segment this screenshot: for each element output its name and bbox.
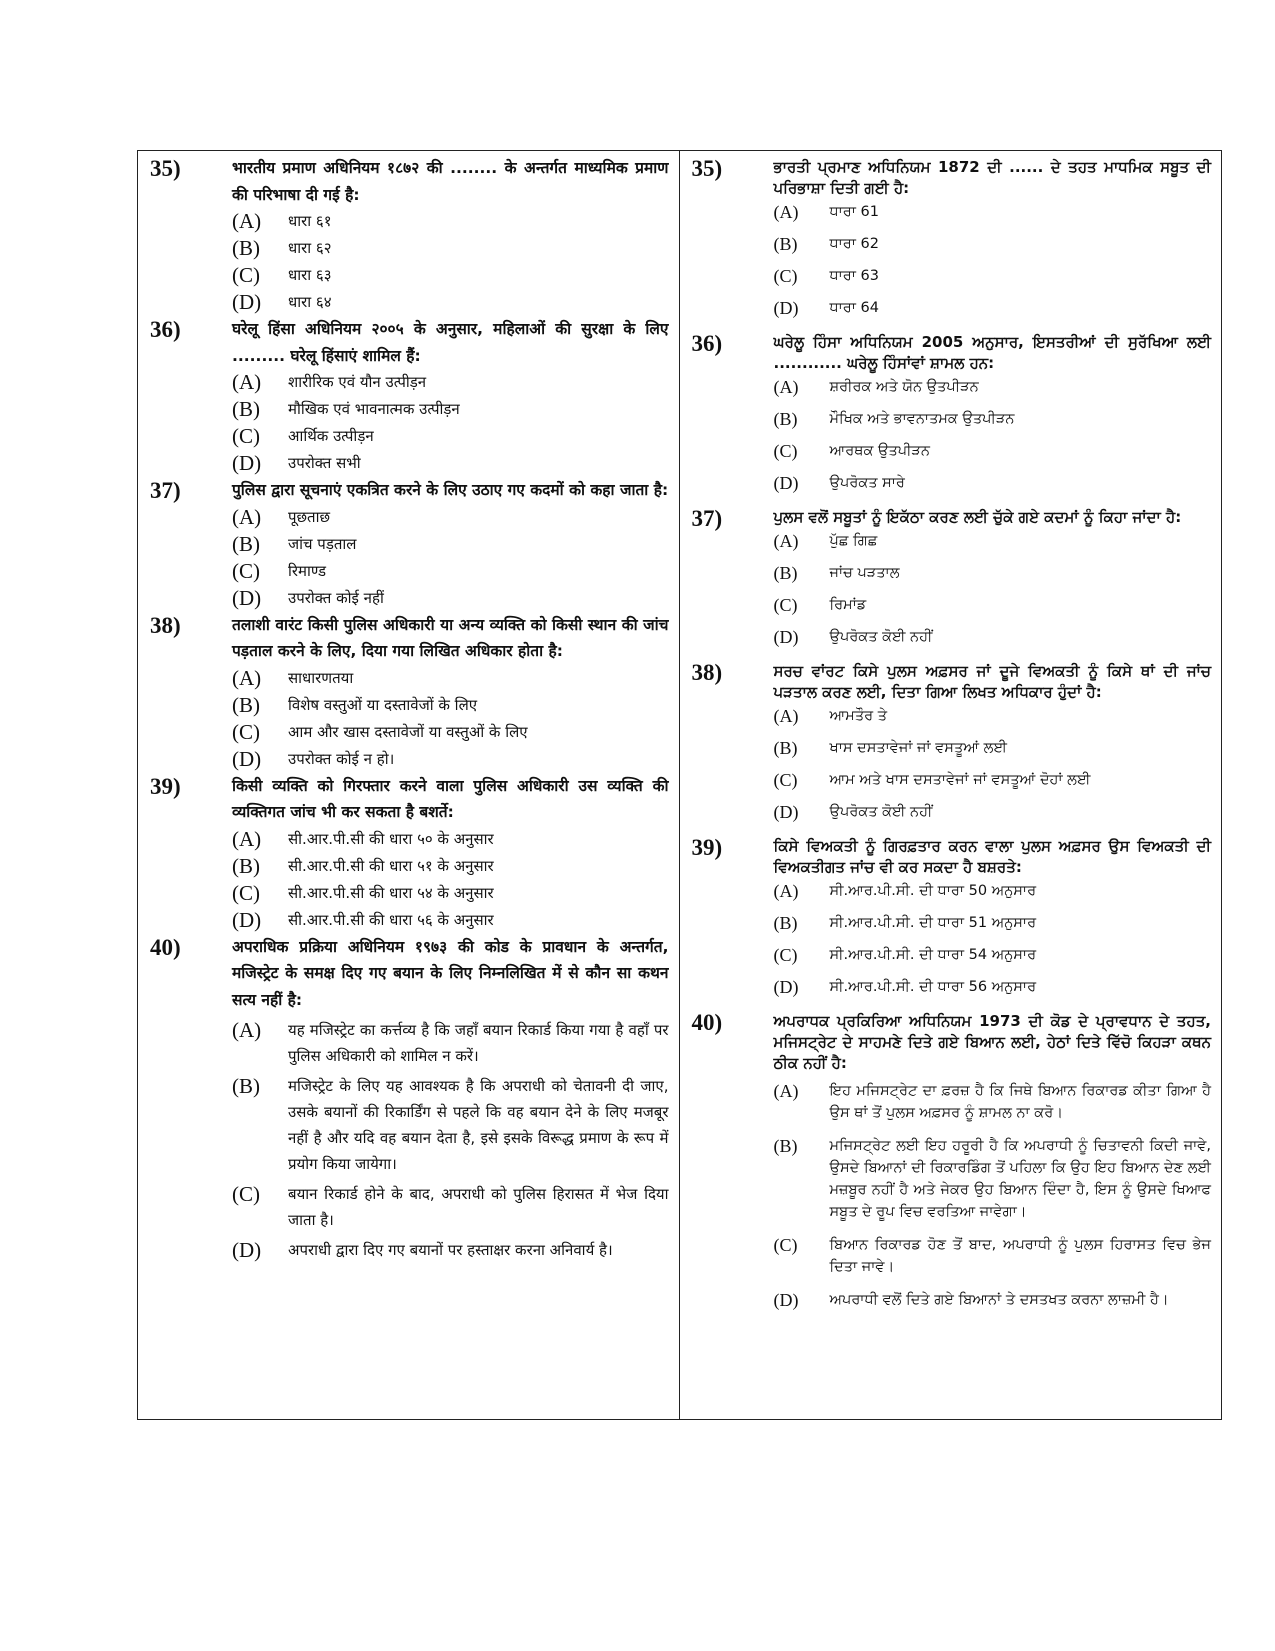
option-text: सी.आर.पी.सी की धारा ५४ के अनुसार <box>288 883 494 902</box>
option-label: (A) <box>773 1081 799 1101</box>
question-sheet <box>137 150 1222 1420</box>
question-stem: तलाशी वारंट किसी पुलिस अधिकारी या अन्य व्यक्ति को किसी स्थान की जांच पड़ताल करने के लिए, दिया गया लिखित अधिकार होता है: <box>232 615 669 660</box>
option-text: धारा ६४ <box>288 293 332 311</box>
answer-option <box>232 585 669 612</box>
option-text: साधारणतया <box>288 668 354 687</box>
question-stem: ਘਰੇਲੂ ਹਿੰਸਾ ਅਧਿਨਿਯਮ 2005 ਅਨੁਸਾਰ, ਇਸਤਰੀਆਂ ਦੀ ਸੁਰੱਖਿਆ ਲਈ ............ ਘਰੇਲੂ ਹਿੰਸਾਂਵਾਂ ਸ਼ਾਮਲ ਹਨ: <box>773 333 1211 372</box>
answer-option <box>232 746 669 773</box>
question-body <box>232 934 669 1265</box>
option-text: ਬਿਆਨ ਰਿਕਾਰਡ ਹੋਣ ਤੋਂ ਬਾਦ, ਅਪਰਾਧੀ ਨੂੰ ਪੁਲਸ ਹਿਰਾਸਤ ਵਿਚ ਭੇਜ ਦਿਤਾ ਜਾਵੇ। <box>829 1237 1211 1275</box>
answer-option <box>774 263 1212 290</box>
question-number: 35) <box>150 156 181 181</box>
option-text: ਆਮਤੌਰ ਤੇ <box>829 708 887 724</box>
question-stem: भारतीय प्रमाण अधिनियम १८७२ की ........ के अन्तर्गत माध्यमिक प्रमाण की परिभाषा दी गई है: <box>232 159 669 204</box>
option-text: सी.आर.पी.सी की धारा ५१ के अनुसार <box>288 856 494 875</box>
answer-option <box>232 826 669 853</box>
answer-option <box>232 1073 669 1177</box>
answer-option <box>232 1017 669 1069</box>
answer-option <box>774 799 1212 826</box>
answer-option <box>774 910 1212 937</box>
option-label: (B) <box>773 913 798 933</box>
question-body <box>232 612 669 773</box>
question-stem: पुलिस द्वारा सूचनाएं एकत्रित करने के लिए उठाए गए कदमों को कहा जाता है: <box>232 481 669 499</box>
option-label: (A) <box>232 826 262 851</box>
question-number: 39) <box>150 773 181 799</box>
punjabi-question-35 <box>692 155 1212 327</box>
hindi-question-40 <box>150 934 669 1265</box>
answer-option <box>232 558 669 585</box>
option-text: आम और खास दस्तावेजों या वस्तुओं के लिए <box>288 722 528 741</box>
option-text: धारा ६२ <box>288 239 332 257</box>
option-label: (C) <box>773 1235 798 1255</box>
option-label: (D) <box>773 298 799 318</box>
option-label: (C) <box>232 719 260 744</box>
answer-option <box>232 423 669 450</box>
option-label: (D) <box>232 290 262 314</box>
punjabi-question-39 <box>692 834 1212 1006</box>
option-text: बयान रिकार्ड होने के बाद, अपराधी को पुलिस हिरासत में भेज दिया जाता है। <box>288 1185 669 1229</box>
option-label: (D) <box>232 451 262 475</box>
option-text: ਸੀ.ਆਰ.ਪੀ.ਸੀ. ਦੀ ਧਾਰਾ 54 ਅਨੁਸਾਰ <box>829 947 1037 963</box>
option-label: (D) <box>773 802 799 822</box>
option-text: ਆਮ ਅਤੇ ਖਾਸ ਦਸਤਾਵੇਜਾਂ ਜਾਂ ਵਸਤੂਆਂ ਦੋਹਾਂ ਲਈ <box>829 772 1091 788</box>
question-number: 39) <box>691 835 723 860</box>
answer-option <box>232 235 669 262</box>
question-number: 37) <box>150 478 181 503</box>
option-text: जांच पड़ताल <box>288 534 357 553</box>
option-text: ਮਜਿਸਟ੍ਰੇਟ ਲਈ ਇਹ ਹਰੂਰੀ ਹੈ ਕਿ ਅਪਰਾਧੀ ਨੂੰ ਚਿਤਾਵਨੀ ਕਿਦੀ ਜਾਵੇ, ਉਸਦੇ ਬਿਆਨਾਂ ਦੀ ਰਿਕਾਰਡਿੰਗ ਤੋਂ ਪਹਿਲਾ ਕਿ ਉਹ ਇਹ ਬਿਆਨ ਦੇਣ ਲਈ ਮਜ਼ਬੂਰ ਨਹੀਂ ਹੈ ਅਤੇ ਜੇਕਰ ਉਹ ਬਿਆਨ ਦਿੰਦਾ ਹੈ, ਇਸ ਨੂੰ ਉਸਦੇ ਖਿਆਫ ਸਬੂਤ ਦੇ ਰੂਪ ਵਿਚ ਵਰਤਿਆ ਜਾਵੇਗਾ। <box>829 1138 1211 1220</box>
option-label: (C) <box>232 880 260 905</box>
option-text: मजिस्ट्रेट के लिए यह आवश्यक है कि अपराधी को चेतावनी दी जाए, उसके बयानों की रिकार्डिंग से पहले कि वह बयान देने के लिए मजबूर नहीं है और यदि वह बयान देता है, इसे इसके विरूद्ध प्रमाण के रूप में प्रयोग किया जायेगा। <box>288 1077 669 1173</box>
option-label: (A) <box>232 504 262 529</box>
answer-option <box>774 438 1212 465</box>
question-number: 40) <box>691 1010 723 1035</box>
answer-option <box>774 1133 1212 1223</box>
option-label: (B) <box>232 236 260 260</box>
option-label: (B) <box>773 563 798 583</box>
question-number: 38) <box>691 660 723 685</box>
option-text: ਉਪਰੋਕਤ ਕੋਈ ਨਹੀਂ <box>829 804 933 820</box>
option-text: ਸੀ.ਆਰ.ਪੀ.ਸੀ. ਦੀ ਧਾਰਾ 56 ਅਨੁਸਾਰ <box>829 979 1037 995</box>
option-label: (C) <box>773 945 798 965</box>
option-label: (D) <box>773 1290 799 1310</box>
option-text: मौखिक एवं भावनात्मक उत्पीड़न <box>288 400 460 418</box>
option-label: (D) <box>232 746 262 771</box>
question-stem: ਭਾਰਤੀ ਪ੍ਰਮਾਣ ਅਧਿਨਿਯਮ 1872 ਦੀ ...... ਦੇ ਤਹਤ ਮਾਧਮਿਕ ਸਬੂਤ ਦੀ ਪਰਿਭਾਸ਼ਾ ਦਿਤੀ ਗਈ ਹੈ: <box>773 158 1211 197</box>
answer-option <box>774 735 1212 762</box>
question-body <box>232 316 669 477</box>
option-text: ਧਾਰਾ 62 <box>829 236 879 252</box>
option-text: सी.आर.पी.सी की धारा ५० के अनुसार <box>288 829 494 848</box>
option-label: (C) <box>773 266 798 286</box>
punjabi-question-36 <box>692 330 1212 502</box>
punjabi-question-40 <box>692 1009 1212 1319</box>
option-text: ਪੁੱਛ ਗਿਛ <box>829 533 878 549</box>
answer-option <box>232 531 669 558</box>
hindi-question-36 <box>150 316 669 477</box>
option-label: (A) <box>773 377 799 397</box>
hindi-question-38 <box>150 612 669 773</box>
option-label: (B) <box>773 409 798 429</box>
answer-option <box>774 295 1212 322</box>
answer-option <box>774 878 1212 905</box>
punjabi-question-38 <box>692 659 1212 831</box>
option-label: (C) <box>773 441 798 461</box>
option-text: ਆਰਥਕ ਉਤਪੀੜਨ <box>829 443 930 459</box>
answer-option <box>774 974 1212 1001</box>
question-body <box>232 477 669 612</box>
option-text: अपराधी द्वारा दिए गए बयानों पर हस्ताक्षर करना अनिवार्य है। <box>288 1241 613 1259</box>
question-stem: ਸਰਚ ਵਾਂਰਟ ਕਿਸੇ ਪੁਲਸ ਅਫ਼ਸਰ ਜਾਂ ਦੂਜੇ ਵਿਅਕਤੀ ਨੂੰ ਕਿਸੇ ਥਾਂ ਦੀ ਜਾਂਚ ਪੜਤਾਲ ਕਰਣ ਲਈ, ਦਿਤਾ ਗਿਆ ਲਿਖਤ ਅਧਿਕਾਰ ਹੁੰਦਾਂ ਹੈ: <box>773 662 1211 701</box>
answer-option <box>774 199 1212 226</box>
answer-option <box>232 396 669 423</box>
answer-option <box>774 406 1212 433</box>
option-text: ਉਪਰੋਕਤ ਕੋਈ ਨਹੀਂ <box>829 629 933 645</box>
question-stem: किसी व्यक्ति को गिरफ्तार करने वाला पुलिस अधिकारी उस व्यक्ति की व्यक्तिगत जांच भी कर सकता है बशर्ते: <box>232 776 669 821</box>
answer-option <box>232 853 669 880</box>
option-label: (D) <box>232 1238 262 1262</box>
option-label: (A) <box>773 706 799 726</box>
option-text: पूछताछ <box>288 507 330 526</box>
option-text: उपरोक्त सभी <box>288 454 361 472</box>
option-text: ਰਿਮਾਂਡ <box>829 597 867 613</box>
option-label: (C) <box>232 424 260 448</box>
option-label: (B) <box>773 234 798 254</box>
option-label: (A) <box>773 531 799 551</box>
punjabi-column <box>680 151 1222 1419</box>
question-body <box>774 155 1212 327</box>
question-body <box>232 773 669 934</box>
question-number: 40) <box>150 934 181 960</box>
question-number: 38) <box>150 612 181 638</box>
option-text: ਧਾਰਾ 61 <box>829 204 879 220</box>
question-stem: ਕਿਸੇ ਵਿਅਕਤੀ ਨੂੰ ਗਿਰਫ਼ਤਾਰ ਕਰਨ ਵਾਲਾ ਪੁਲਸ ਅਫ਼ਸਰ ਉਸ ਵਿਅਕਤੀ ਦੀ ਵਿਅਕਤੀਗਤ ਜਾਂਚ ਵੀ ਕਰ ਸਕਦਾ ਹੈ ਬਸ਼ਰਤੇ: <box>773 837 1211 876</box>
option-label: (B) <box>773 1136 798 1156</box>
option-label: (C) <box>232 263 260 287</box>
option-text: ਧਾਰਾ 63 <box>829 268 879 284</box>
answer-option <box>232 880 669 907</box>
question-body <box>774 330 1212 502</box>
option-text: ਸੀ.ਆਰ.ਪੀ.ਸੀ. ਦੀ ਧਾਰਾ 50 ਅਨੁਸਾਰ <box>829 883 1037 899</box>
option-text: धारा ६१ <box>288 212 332 230</box>
answer-option <box>774 374 1212 401</box>
option-label: (B) <box>232 1074 260 1098</box>
answer-option <box>774 767 1212 794</box>
answer-option <box>774 1287 1212 1314</box>
question-body <box>774 1009 1212 1319</box>
question-number: 35) <box>691 156 723 181</box>
question-stem: अपराधिक प्रक्रिया अधिनियम १९७३ की कोड के प्रावधान के अन्तर्गत, मजिस्ट्रेट के समक्ष दिए गए बयान के लिए निम्नलिखित में से कौन सा कथन सत्य नहीं है: <box>232 937 669 1009</box>
hindi-question-35 <box>150 155 669 316</box>
option-label: (D) <box>773 627 799 647</box>
option-label: (D) <box>773 977 799 997</box>
option-text: उपरोक्त कोई न हो। <box>288 749 395 768</box>
option-label: (A) <box>773 881 799 901</box>
answer-option <box>774 470 1212 497</box>
option-label: (B) <box>232 397 260 421</box>
option-text: ਸ਼ਰੀਰਕ ਅਤੇ ਯੋਨ ਉਤਪੀੜਨ <box>829 379 979 395</box>
answer-option <box>774 592 1212 619</box>
answer-option <box>232 719 669 746</box>
question-number: 36) <box>691 331 723 356</box>
option-label: (C) <box>773 595 798 615</box>
option-label: (C) <box>773 770 798 790</box>
question-body <box>774 834 1212 1006</box>
question-stem: ਪੁਲਸ ਵਲੋਂ ਸਬੂਤਾਂ ਨੂੰ ਇਕੱਠਾ ਕਰਣ ਲਈ ਚੁੱਕੇ ਗਏ ਕਦਮਾਂ ਨੂੰ ਕਿਹਾ ਜਾਂਦਾ ਹੈ: <box>773 508 1182 526</box>
option-text: रिमाण्ड <box>288 561 327 580</box>
answer-option <box>774 703 1212 730</box>
question-number: 37) <box>691 506 723 531</box>
answer-option <box>232 262 669 289</box>
option-label: (D) <box>232 585 262 610</box>
answer-option <box>774 624 1212 651</box>
answer-option <box>774 942 1212 969</box>
option-label: (B) <box>232 853 260 878</box>
option-text: आर्थिक उत्पीड़न <box>288 427 374 445</box>
hindi-question-39 <box>150 773 669 934</box>
option-text: शारीरिक एवं यौन उत्पीड़न <box>288 373 427 391</box>
question-body <box>232 155 669 316</box>
option-text: सी.आर.पी.सी की धारा ५६ के अनुसार <box>288 910 494 929</box>
answer-option <box>774 528 1212 555</box>
option-label: (A) <box>232 209 262 233</box>
answer-option <box>232 369 669 396</box>
answer-option <box>232 208 669 235</box>
answer-option <box>232 1237 669 1264</box>
option-label: (A) <box>232 370 262 394</box>
hindi-question-37 <box>150 477 669 612</box>
option-label: (A) <box>773 202 799 222</box>
option-text: ਇਹ ਮਜਿਸਟ੍ਰੇਟ ਦਾ ਫ਼ਰਜ਼ ਹੈ ਕਿ ਜਿਥੇ ਬਿਆਨ ਰਿਕਾਰਡ ਕੀਤਾ ਗਿਆ ਹੈ ਉਸ ਥਾਂ ਤੋਂ ਪੁਲਸ ਅਫ਼ਸਰ ਨੂੰ ਸ਼ਾਮਲ ਨਾ ਕਰੋ। <box>829 1083 1211 1121</box>
question-number: 36) <box>150 317 181 342</box>
punjabi-question-37 <box>692 505 1212 656</box>
hindi-column <box>138 151 680 1419</box>
option-text: ਅਪਰਾਧੀ ਵਲੋਂ ਦਿਤੇ ਗਏ ਬਿਆਨਾਂ ਤੇ ਦਸਤਖਤ ਕਰਨਾ ਲਾਜ਼ਮੀ ਹੈ। <box>829 1292 1169 1308</box>
answer-option <box>774 1078 1212 1124</box>
option-text: ਉਪਰੋਕਤ ਸਾਰੇ <box>829 475 905 491</box>
question-stem: ਅਪਰਾਧਕ ਪ੍ਰਕਿਰਿਆ ਅਧਿਨਿਯਮ 1973 ਦੀ ਕੋਡ ਦੇ ਪ੍ਰਾਵਧਾਨ ਦੇ ਤਹਤ, ਮਜਿਸਟ੍ਰੇਟ ਦੇ ਸਾਹਮਣੇ ਦਿਤੇ ਗਏ ਬਿਆਨ ਲਈ, ਹੇਠਾਂ ਦਿਤੇ ਵਿੱਚੋ ਕਿਹੜਾ ਕਥਨ ਠੀਕ ਨਹੀਂ ਹੈ: <box>773 1012 1211 1072</box>
answer-option <box>774 1232 1212 1278</box>
option-text: ਜਾਂਚ ਪੜਤਾਲ <box>829 565 900 581</box>
answer-option <box>232 907 669 934</box>
option-text: ਸੀ.ਆਰ.ਪੀ.ਸੀ. ਦੀ ਧਾਰਾ 51 ਅਨੁਸਾਰ <box>829 915 1037 931</box>
answer-option <box>232 692 669 719</box>
option-label: (B) <box>232 531 260 556</box>
option-text: उपरोक्त कोई नहीं <box>288 588 384 607</box>
option-label: (C) <box>232 1182 260 1206</box>
answer-option <box>774 560 1212 587</box>
option-label: (A) <box>232 1018 262 1042</box>
option-label: (B) <box>232 692 260 717</box>
answer-option <box>232 504 669 531</box>
answer-option <box>232 289 669 316</box>
answer-option <box>232 1181 669 1233</box>
option-text: ਖਾਸ ਦਸਤਾਵੇਜਾਂ ਜਾਂ ਵਸਤੂਆਂ ਲਈ <box>829 740 1007 756</box>
answer-option <box>774 231 1212 258</box>
answer-option <box>232 450 669 477</box>
option-text: धारा ६३ <box>288 266 332 284</box>
question-body <box>774 505 1212 656</box>
option-label: (D) <box>773 473 799 493</box>
option-text: ਮੌਖਿਕ ਅਤੇ ਭਾਵਨਾਤਮਕ ਉਤਪੀੜਨ <box>829 411 1015 427</box>
option-label: (D) <box>232 907 262 932</box>
option-text: ਧਾਰਾ 64 <box>829 300 879 316</box>
question-body <box>774 659 1212 831</box>
answer-option <box>232 665 669 692</box>
option-label: (B) <box>773 738 798 758</box>
option-label: (C) <box>232 558 260 583</box>
option-label: (A) <box>232 665 262 690</box>
option-text: यह मजिस्ट्रेट का कर्त्तव्य है कि जहाँ बयान रिकार्ड किया गया है वहाँ पर पुलिस अधिकारी को शामिल न करें। <box>288 1021 669 1065</box>
option-text: विशेष वस्तुओं या दस्तावेजों के लिए <box>288 695 478 714</box>
question-stem: घरेलू हिंसा अधिनियम २००५ के अनुसार, महिलाओं की सुरक्षा के लिए ......... घरेलू हिंसाएं शामिल हैं: <box>232 320 669 365</box>
